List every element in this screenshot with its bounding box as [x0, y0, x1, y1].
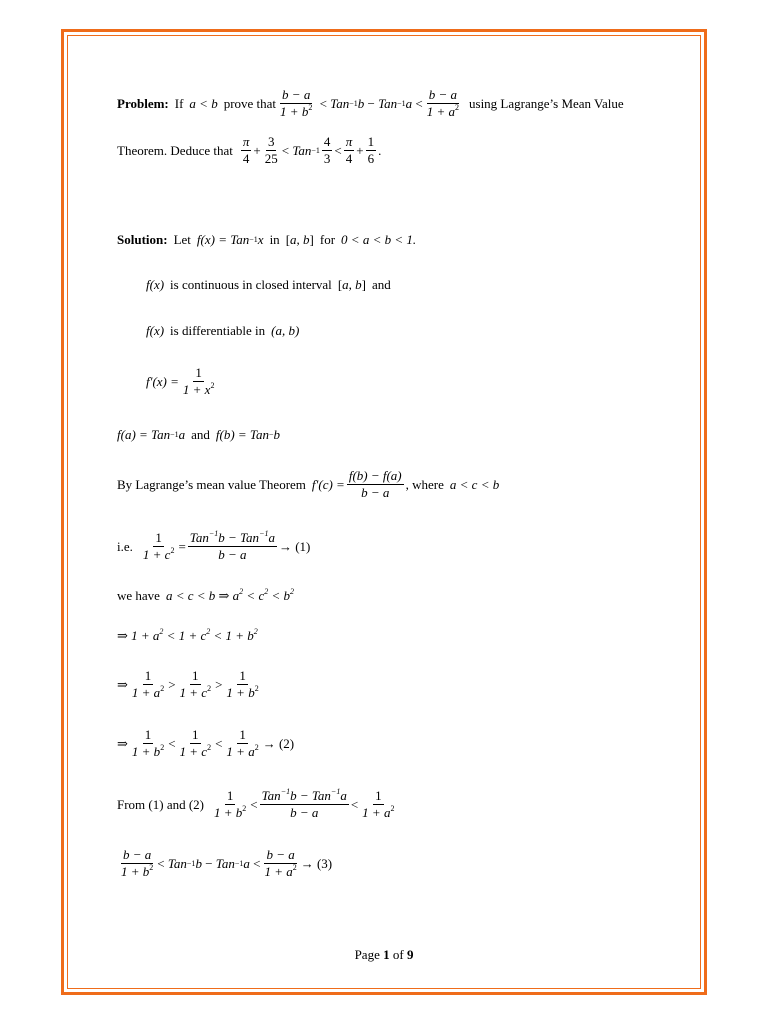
page-footer: Page 1 of 9 [354, 947, 414, 962]
page-total: 9 [406, 947, 414, 962]
from-12-line: From (1) and (2) $\frac{1}{1 + b^2}$ < $\frac{Tan^{-1}b - Tan^{-1}a}{b - a}$ < $\frac{1}{1 + a^2}$ [117, 787, 395, 820]
solution-line: Solution: Let f(x) = Tan −1 x in [a, b] for 0 < a < b < 1. [117, 232, 417, 247]
problem-using: using Lagrange’s Mean Value [469, 95, 624, 111]
problem-line-2: Theorem. Deduce that $\frac{\pi}{4}$ + $\frac{3}{25}$ < Tan −1 $\frac{4}{3}$ < $\frac{\pi}{4}$ + $\frac{1}{6}$ . [117, 134, 382, 166]
continuous-line: f(x) is continuous in closed interval [a, b] and [146, 277, 391, 292]
problem-line-1: Problem: If a < b prove that $\frac{b - a}{1 + b^2}$ < Tan −1 b − Tan −1 a < $\frac{b - a}{1 + a^2}$ using Lagrange’s Mean Value [117, 87, 624, 119]
we-have-line: we have a < c < b ⇒ $a^2 < c^2 < b^2$ [117, 587, 294, 603]
lagrange-line: By Lagrange’s mean value Theorem f′(c) = $\frac{f(b) - f(a)}{b - a}$ , where a < c < b [117, 468, 500, 500]
problem-label: Problem: [117, 95, 169, 111]
derivative-line: f′(x) = $\frac{1}{1 + x^2}$ [146, 365, 215, 397]
page-number: 1 [383, 947, 390, 962]
theorem-deduce: Theorem. Deduce that [117, 142, 233, 158]
result-line-3: $\frac{b - a}{1 + b^2}$ < Tan −1 b − Tan −1 a < $\frac{b - a}{1 + a^2}$ → (3) [121, 847, 333, 879]
page-border-inner [67, 35, 701, 989]
differentiable-line: f(x) is differentiable in (a, b) [146, 323, 300, 338]
solution-label: Solution: [117, 232, 168, 247]
implies-line-1: ⇒ $1 + a^2 < 1 + c^2 < 1 + b^2$ [117, 627, 258, 643]
fraction-ba-over-1b2: $\frac{b - a}{1 + b^2}$ [280, 87, 313, 119]
problem-prove: prove that [223, 95, 277, 111]
problem-if: If [174, 95, 184, 111]
implies-line-3: ⇒ $\frac{1}{1 + b^2}$ < $\frac{1}{1 + c^2}$ < $\frac{1}{1 + a^2}$ → (2) [117, 727, 295, 759]
fa-fb-line: f(a) = Tan −1 a and f(b) = Tan − b [117, 427, 280, 442]
fraction-ba-over-1a2: $\frac{b - a}{1 + a^2}$ [426, 87, 460, 119]
problem-condition: a < b [189, 95, 218, 111]
implies-line-2: ⇒ $\frac{1}{1 + a^2}$ > $\frac{1}{1 + c^2}$ > $\frac{1}{1 + b^2}$ [117, 668, 259, 700]
ie-line: i.e. $\frac{1}{1 + c^2}$ = $\frac{Tan^{-1}b - Tan^{-1}a}{b - a}$ → (1) [117, 529, 311, 562]
